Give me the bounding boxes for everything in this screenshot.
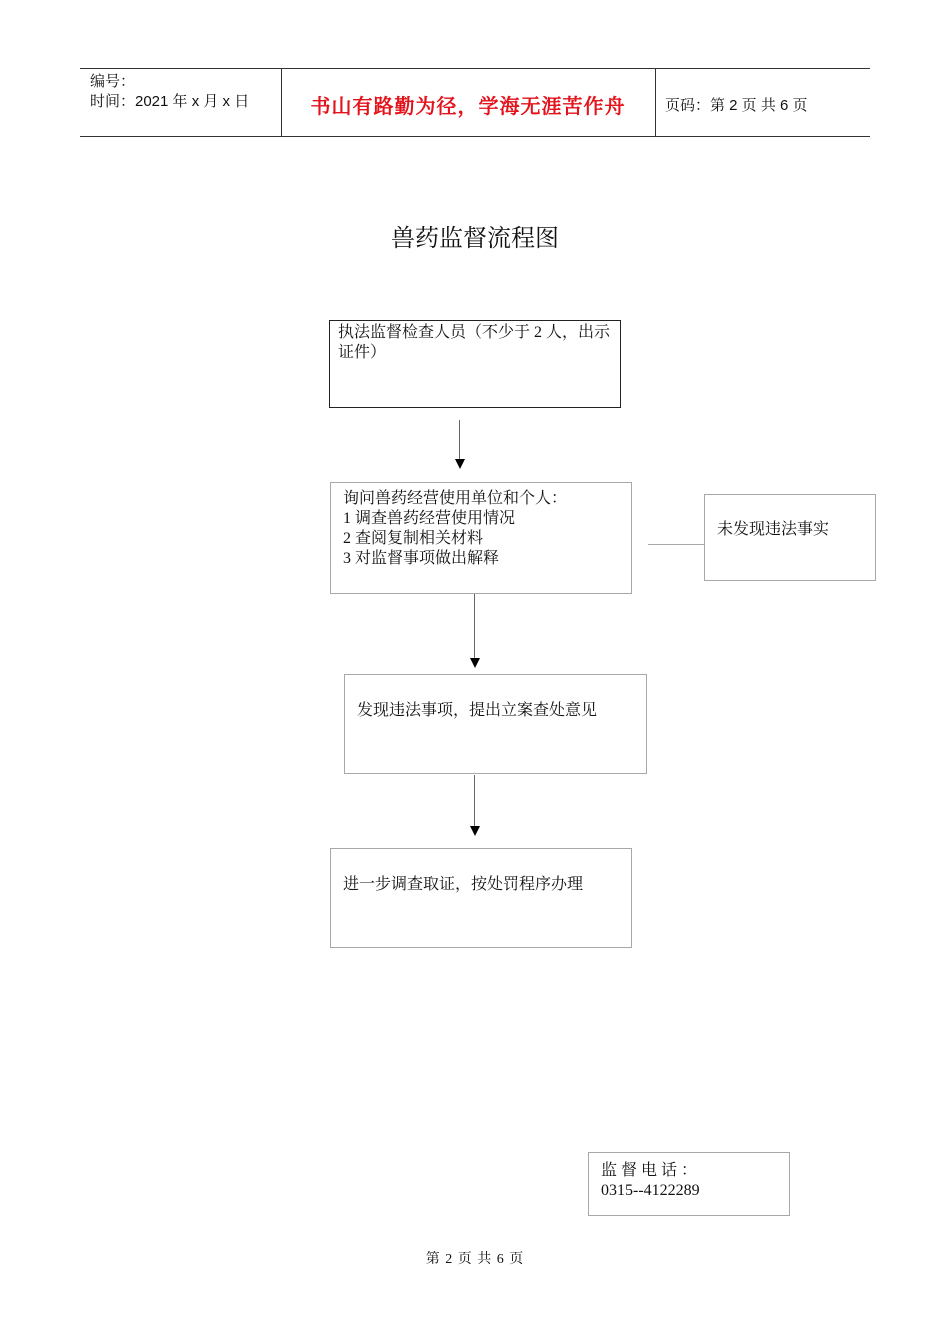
header-page-label: 页码：第 2 页 共 6 页 xyxy=(665,97,808,114)
header-divider-right xyxy=(655,68,656,136)
arrow-2-line xyxy=(474,594,475,658)
flow-side-no-violation xyxy=(704,494,876,581)
supervision-phone-number: 0315--4122289 xyxy=(601,1182,700,1199)
flow-step-inquiry xyxy=(330,482,632,594)
flow-step-inspectors xyxy=(329,320,621,408)
arrow-3-line xyxy=(474,775,475,827)
flow-step-violation-found xyxy=(344,674,647,774)
flow-step-further-investigation xyxy=(330,848,632,948)
supervision-phone-label xyxy=(601,1161,777,1181)
flow-side-no-violation-text: 未发现违法事实 xyxy=(717,521,830,538)
flow-step-inquiry-line-3: 3 对监督事项做出解释 xyxy=(343,550,500,567)
arrow-1-head xyxy=(455,459,465,469)
flow-step-further-investigation-text: 进一步调查取证，按处罚程序办理 xyxy=(343,876,584,893)
page-title: 兽药监督流程图 xyxy=(391,225,559,252)
flow-step-inquiry-line-2: 2 查阅复制相关材料 xyxy=(343,530,484,547)
header-top-rule xyxy=(80,68,870,69)
flow-step-violation-found-text: 发现违法事项，提出立案查处意见 xyxy=(357,702,598,719)
supervision-phone-box xyxy=(588,1152,790,1216)
flow-step-inspectors-text: 执法监督检查人员（不少于 2 人，出示证件） xyxy=(338,324,611,361)
side-connector xyxy=(648,544,704,545)
header-number-label: 编号： xyxy=(90,73,136,90)
arrow-2-head xyxy=(470,658,480,668)
header-date: 时间：2021 年 x 月 x 日 xyxy=(90,93,250,110)
arrow-1-line xyxy=(459,420,460,460)
arrow-3-head xyxy=(470,826,480,836)
header-motto: 书山有路勤为径，学海无涯苦作舟 xyxy=(310,96,626,118)
header-bottom-rule xyxy=(80,136,870,137)
page-footer: 第 2 页 共 6 页 xyxy=(425,1252,525,1267)
phone-label-text: 监 督 电 话 ： xyxy=(601,1162,698,1179)
flow-step-inquiry-line-1: 1 调查兽药经营使用情况 xyxy=(343,510,516,527)
flow-step-inquiry-line-0: 询问兽药经营使用单位和个人： xyxy=(343,490,568,507)
